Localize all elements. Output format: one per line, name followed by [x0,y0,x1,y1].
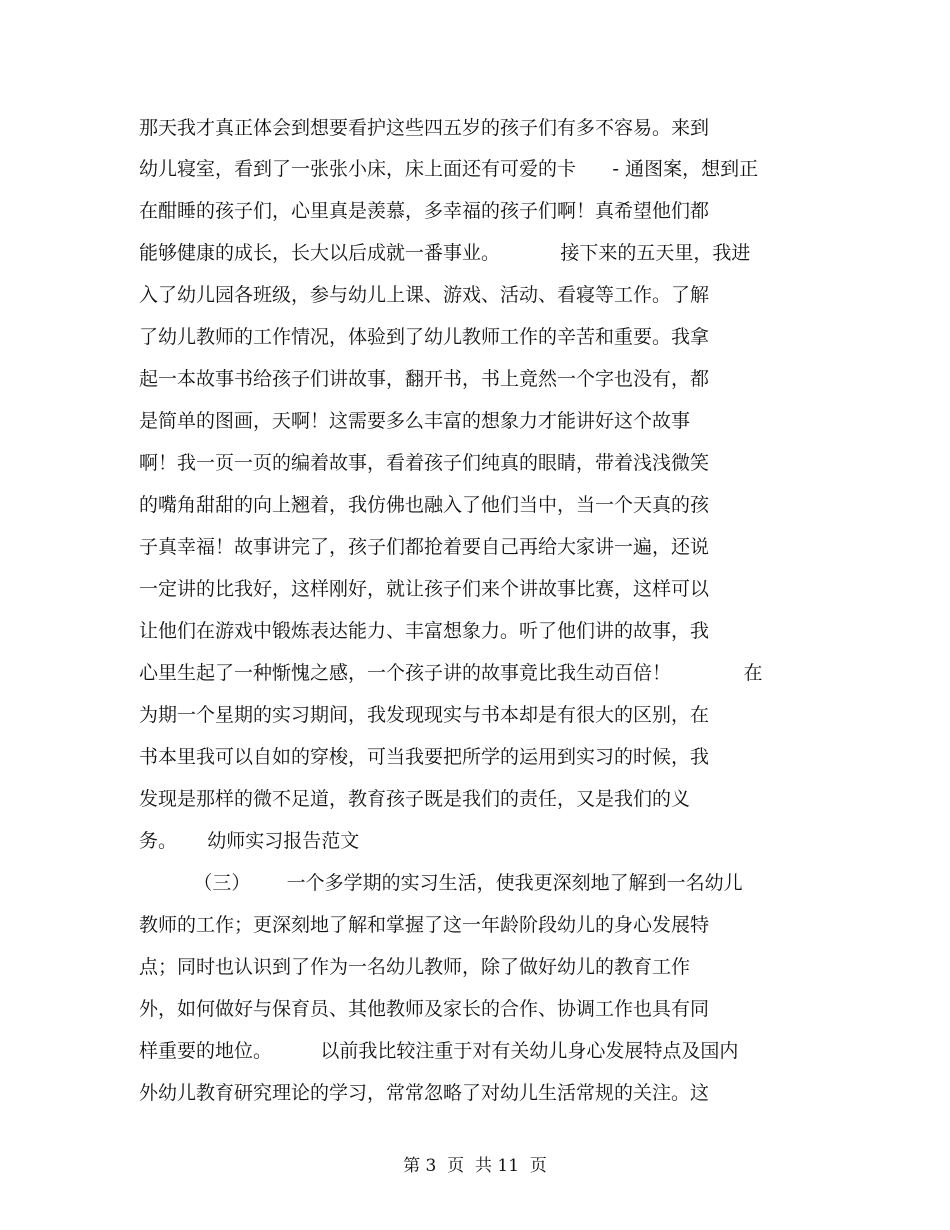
text-line: 起一本故事书给孩子们讲故事，翻开书，书上竟然一个字也没有，都 [139,368,710,390]
text-line: 为期一个星期的实习期间，我发现现实与书本却是有很大的区别，在 [139,704,710,726]
text-line: 的嘴角甜甜的向上翘着，我仿佛也融入了他们当中，当一个天真的孩 [139,494,710,516]
text-line: 幼儿寝室，看到了一张张小床，床上面还有可爱的卡 - 通图案，想到正 [139,158,759,180]
text-line: 一定讲的比我好，这样刚好，就让孩子们来个讲故事比赛，这样可以 [139,578,710,600]
text-line: 啊！我一页一页的编着故事，看着孩子们纯真的眼睛，带着浅浅微笑 [139,452,710,474]
text-line: 外，如何做好与保育员、其他教师及家长的合作、协调工作也具有同 [139,998,710,1020]
text-line: 了幼儿教师的工作情况，体验到了幼儿教师工作的辛苦和重要。我拿 [139,326,710,348]
text-line: 入了幼儿园各班级，参与幼儿上课、游戏、活动、看寝等工作。了解 [139,284,710,306]
text-line: 教师的工作；更深刻地了解和掌握了这一年龄阶段幼儿的身心发展特 [139,914,710,936]
text-line: 外幼儿教育研究理论的学习，常常忽略了对幼儿生活常规的关注。这 [139,1082,710,1104]
text-line: 点；同时也认识到了作为一名幼儿教师，除了做好幼儿的教育工作 [139,956,691,978]
text-line: 子真幸福！故事讲完了，孩子们都抢着要自己再给大家讲一遍，还说 [139,536,710,558]
text-line: （三） 一个多学期的实习生活，使我更深刻地了解到一名幼儿 [139,872,743,894]
text-line: 那天我才真正体会到想要看护这些四五岁的孩子们有多不容易。来到 [139,117,710,139]
text-line: 是简单的图画，天啊！这需要多么丰富的想象力才能讲好这个故事 [139,410,691,432]
text-line: 发现是那样的微不足道，教育孩子既是我们的责任，又是我们的义 [139,788,691,810]
text-line: 务。 幼师实习报告范文 [139,830,360,852]
text-line: 在酣睡的孩子们，心里真是羡慕，多幸福的孩子们啊！真希望他们都 [139,200,710,222]
text-line: 让他们在游戏中锻炼表达能力、丰富想象力。听了他们讲的故事，我 [139,620,710,642]
text-line: 书本里我可以自如的穿梭，可当我要把所学的运用到实习的时候，我 [139,746,710,768]
text-line: 心里生起了一种惭愧之感，一个孩子讲的故事竟比我生动百倍！ 在 [139,662,763,684]
text-line: 能够健康的成长，长大以后成就一番事业。 接下来的五天里，我进 [139,242,751,264]
text-line: 样重要的地位。 以前我比较注重于对有关幼儿身心发展特点及国内 [139,1040,739,1062]
page-number-footer: 第 3 页 共 11 页 [403,1156,547,1176]
